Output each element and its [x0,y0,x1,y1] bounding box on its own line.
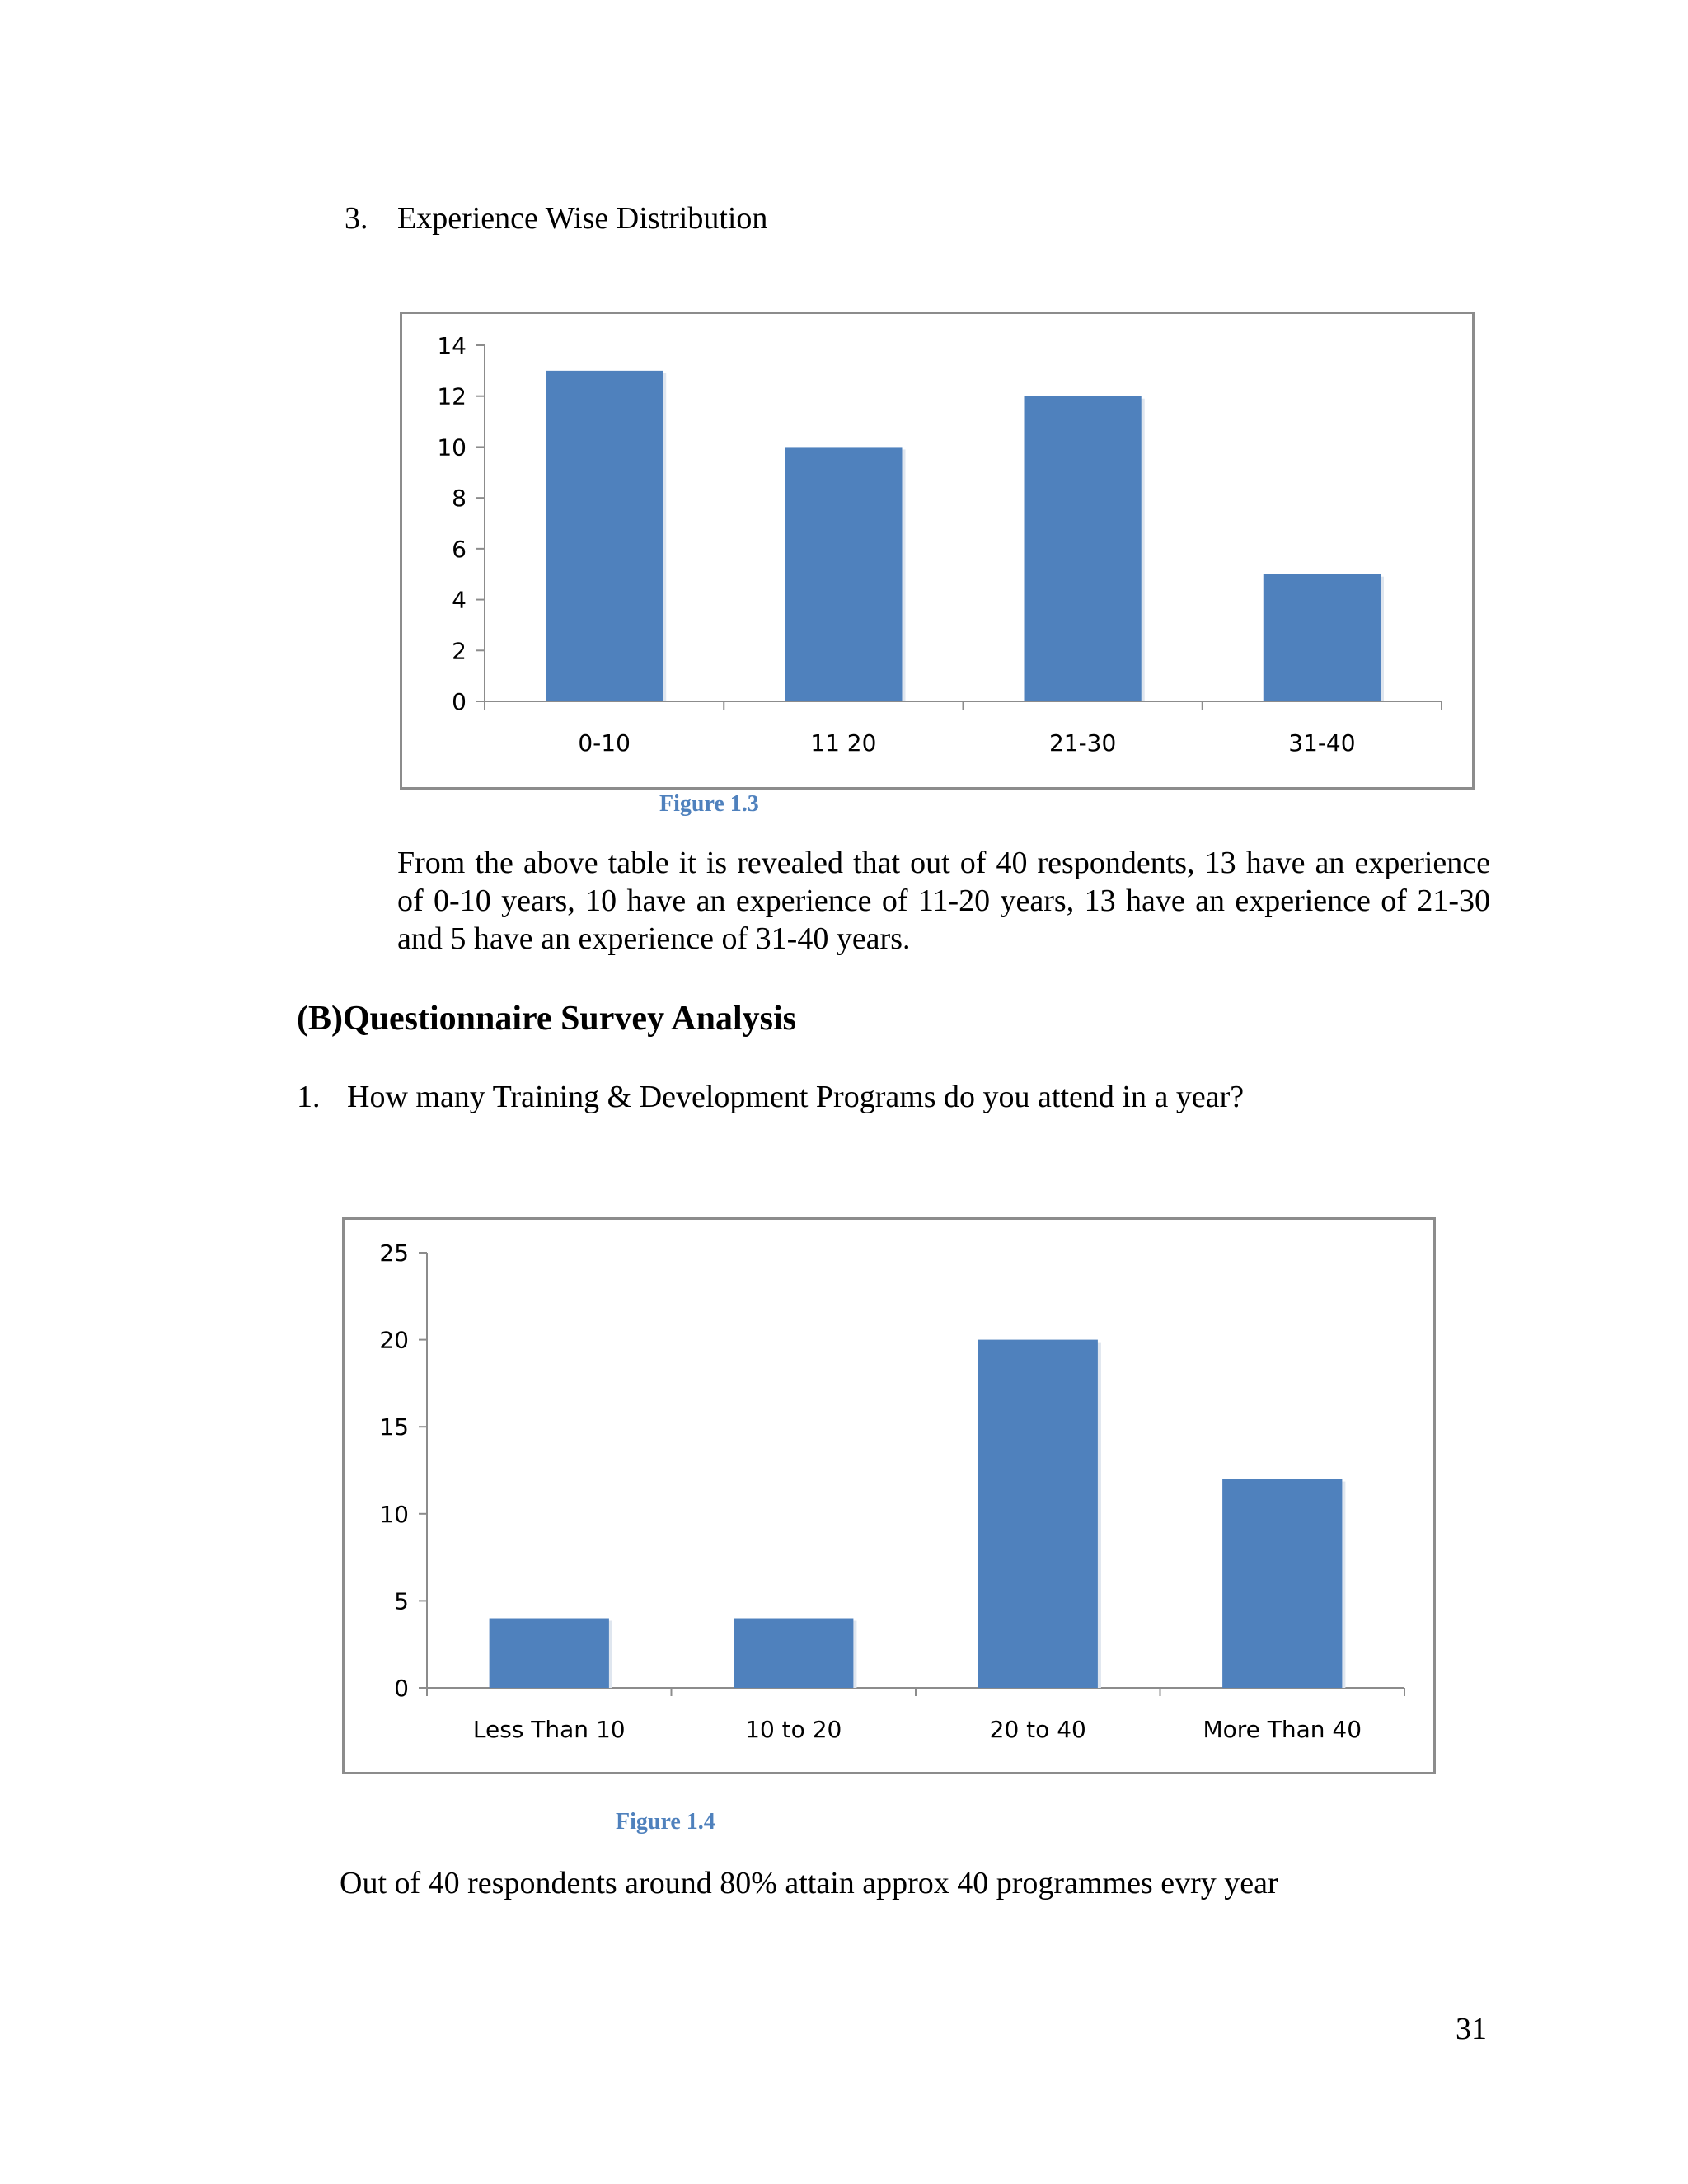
training-y-tick-label: 20 [379,1326,409,1354]
training-bar [490,1619,609,1688]
experience-bar [1264,574,1381,701]
training-programs-chart [342,1217,1436,1774]
experience-y-tick-label: 12 [437,382,467,410]
training-y-tick-label: 25 [379,1240,409,1267]
experience-paragraph: From the above table it is revealed that out of 40 respondents, 13 have an experience of 0-10 years, 10 have an experience of 11-20 years, 13 have an experience of 21-30 and 5 have an experience of 31-40 years. [397,846,1490,956]
training-bar [734,1619,853,1688]
training-category-label: More Than 40 [1203,1716,1362,1743]
training-y-tick-label: 0 [394,1675,409,1702]
experience-chart [400,312,1475,790]
experience-y-tick-label: 4 [452,586,467,614]
experience-bar [1025,396,1142,701]
section-title: Experience Wise Distribution [397,201,768,236]
experience-category-label: 11 20 [810,729,877,757]
training-y-tick-label: 15 [379,1413,409,1441]
training-y-tick-label: 10 [379,1500,409,1528]
page-number: 31 [1456,2012,1487,2046]
section-number: 3. [345,201,368,236]
training-programs-chart-svg [345,1220,1438,1777]
experience-bar [785,447,902,701]
figure-1-4-caption: Figure 1.4 [616,1809,715,1835]
experience-y-tick-label: 6 [452,535,467,563]
experience-y-tick-label: 8 [452,485,467,513]
question-text: How many Training & Development Programs do you attend in a year? [347,1080,1245,1114]
training-y-tick-label: 5 [394,1587,409,1615]
training-category-label: Less Than 10 [472,1716,626,1743]
section-b-heading: (B)Questionnaire Survey Analysis [297,1000,796,1038]
question-number: 1. [297,1080,321,1114]
experience-category-label: 31-40 [1288,729,1356,757]
figure-1-3-caption: Figure 1.3 [659,791,759,817]
experience-category-label: 0-10 [578,729,631,757]
experience-category-label: 21-30 [1048,729,1117,757]
experience-y-tick-label: 10 [437,434,467,462]
training-bar [1222,1479,1342,1688]
experience-y-tick-label: 2 [452,637,467,665]
experience-chart-svg [402,314,1477,792]
training-category-label: 10 to 20 [745,1716,842,1743]
experience-bar [546,371,663,701]
training-bar [978,1340,1098,1688]
experience-y-tick-label: 14 [437,332,467,359]
conclusion-text: Out of 40 respondents around 80% attain approx 40 programmes evry year [340,1866,1278,1900]
training-category-label: 20 to 40 [989,1716,1086,1743]
experience-y-tick-label: 0 [452,688,467,715]
